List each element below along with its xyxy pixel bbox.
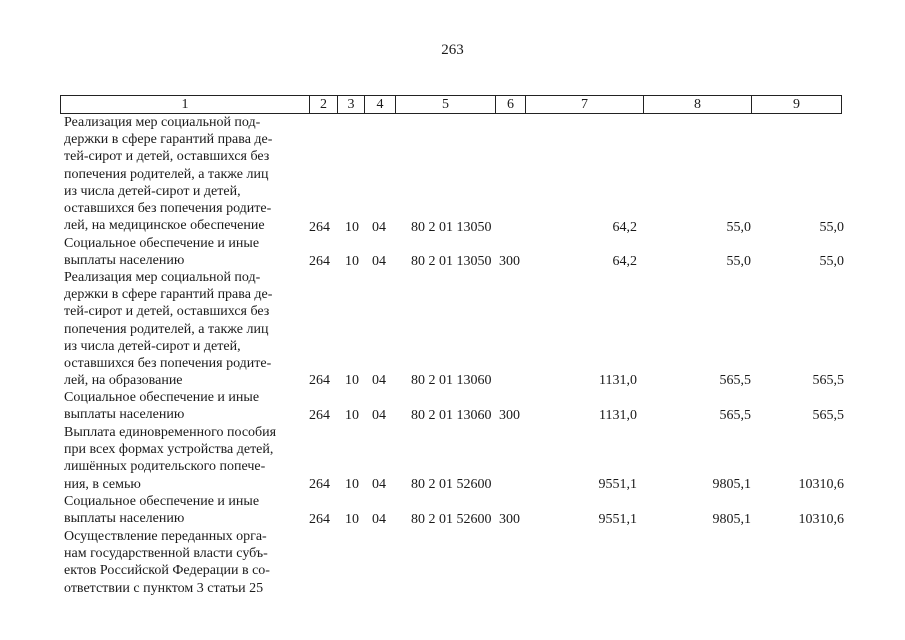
description-line: Социальное обеспечение и иные (64, 390, 260, 405)
amount-col-7: 1131,0 (599, 373, 637, 388)
section-code: 10 (345, 254, 359, 269)
subsection-code: 04 (372, 373, 386, 388)
table-row (0, 528, 905, 598)
amount-col-9: 565,5 (812, 408, 844, 423)
table-row (0, 235, 905, 270)
row-description (64, 493, 300, 527)
row-description (64, 424, 300, 493)
description-line: оставшихся без попечения родите- (64, 356, 272, 372)
header-col-4: 4 (365, 96, 396, 113)
description-line: ния, в семью (64, 476, 141, 492)
row-description (64, 235, 300, 269)
amount-col-7: 1131,0 (599, 408, 637, 423)
expense-type-code: 300 (499, 254, 520, 269)
description-line: оставшихся без попечения родите- (64, 201, 272, 217)
ved-code: 264 (309, 220, 330, 235)
amount-col-8: 565,5 (719, 408, 751, 423)
page-number: 263 (441, 42, 464, 58)
amount-col-8: 9805,1 (712, 477, 751, 492)
description-line: держки в сфере гарантий права де- (64, 287, 273, 303)
description-line: ответствии с пунктом 3 статьи 25 (64, 580, 264, 596)
ved-code: 264 (309, 254, 330, 269)
amount-col-7: 9551,1 (598, 512, 637, 527)
amount-col-7: 64,2 (612, 254, 637, 269)
target-article-code: 80 2 01 13050 (411, 254, 492, 269)
description-line: держки в сфере гарантий права де- (64, 132, 273, 148)
amount-col-9: 55,0 (819, 220, 844, 235)
description-line: выплаты населению (64, 407, 185, 423)
subsection-code: 04 (372, 254, 386, 269)
target-article-code: 80 2 01 13060 (411, 373, 492, 388)
section-code: 10 (345, 373, 359, 388)
description-line: лишённых родительского попече- (64, 459, 266, 475)
description-line: ектов Российской Федерации в со- (64, 563, 270, 579)
section-code: 10 (345, 512, 359, 527)
row-description (64, 114, 300, 234)
amount-col-7: 64,2 (612, 220, 637, 235)
table-row (0, 269, 905, 390)
section-code: 10 (345, 220, 359, 235)
section-code: 10 (345, 408, 359, 423)
amount-col-8: 9805,1 (712, 512, 751, 527)
amount-col-9: 55,0 (819, 254, 844, 269)
description-line: выплаты населению (64, 253, 185, 269)
subsection-code: 04 (372, 408, 386, 423)
header-col-6: 6 (496, 96, 526, 113)
amount-col-9: 565,5 (812, 373, 844, 388)
description-line: лей, на медицинское обеспечение (64, 218, 265, 234)
expense-type-code: 300 (499, 512, 520, 527)
description-line: тей-сирот и детей, оставшихся без (64, 304, 270, 320)
target-article-code: 80 2 01 13050 (411, 220, 492, 235)
description-line: Выплата единовременного пособия (64, 425, 277, 440)
description-line: попечения родителей, а также лиц (64, 321, 269, 337)
amount-col-9: 10310,6 (798, 477, 844, 492)
target-article-code: 80 2 01 52600 (411, 512, 492, 527)
amount-col-9: 10310,6 (798, 512, 844, 527)
expense-type-code: 300 (499, 408, 520, 423)
ved-code: 264 (309, 408, 330, 423)
row-description (64, 269, 300, 389)
amount-col-8: 55,0 (726, 254, 751, 269)
subsection-code: 04 (372, 512, 386, 527)
table-row (0, 424, 905, 494)
ved-code: 264 (309, 373, 330, 388)
ved-code: 264 (309, 477, 330, 492)
description-line: Социальное обеспечение и иные (64, 236, 260, 251)
amount-col-8: 55,0 (726, 220, 751, 235)
target-article-code: 80 2 01 52600 (411, 477, 492, 492)
row-description (64, 528, 300, 597)
header-col-3: 3 (338, 96, 365, 113)
table-row (0, 493, 905, 528)
description-line: Социальное обеспечение и иные (64, 494, 260, 509)
description-line: Осуществление переданных орга- (64, 529, 267, 544)
subsection-code: 04 (372, 477, 386, 492)
ved-code: 264 (309, 512, 330, 527)
description-line: тей-сирот и детей, оставшихся без (64, 149, 270, 165)
header-col-2: 2 (310, 96, 338, 113)
description-line: из числа детей-сирот и детей, (64, 183, 241, 199)
header-col-9: 9 (793, 97, 800, 112)
header-col-7: 7 (526, 96, 644, 113)
description-line: лей, на образование (64, 373, 183, 389)
description-line: выплаты населению (64, 511, 185, 527)
table-header (60, 95, 842, 114)
row-description (64, 389, 300, 423)
amount-col-8: 565,5 (719, 373, 751, 388)
table-row (0, 114, 905, 235)
amount-col-7: 9551,1 (598, 477, 637, 492)
section-code: 10 (345, 477, 359, 492)
header-col-8: 8 (644, 96, 752, 113)
description-line: из числа детей-сирот и детей, (64, 338, 241, 354)
description-line: при всех формах устройства детей, (64, 442, 274, 458)
description-line: Реализация мер социальной под- (64, 270, 261, 285)
description-line: попечения родителей, а также лиц (64, 166, 269, 182)
table-row (0, 389, 905, 424)
description-line: нам государственной власти субъ- (64, 546, 268, 562)
target-article-code: 80 2 01 13060 (411, 408, 492, 423)
header-col-1: 1 (61, 96, 310, 113)
subsection-code: 04 (372, 220, 386, 235)
header-col-5: 5 (396, 96, 496, 113)
description-line: Реализация мер социальной под- (64, 115, 261, 130)
